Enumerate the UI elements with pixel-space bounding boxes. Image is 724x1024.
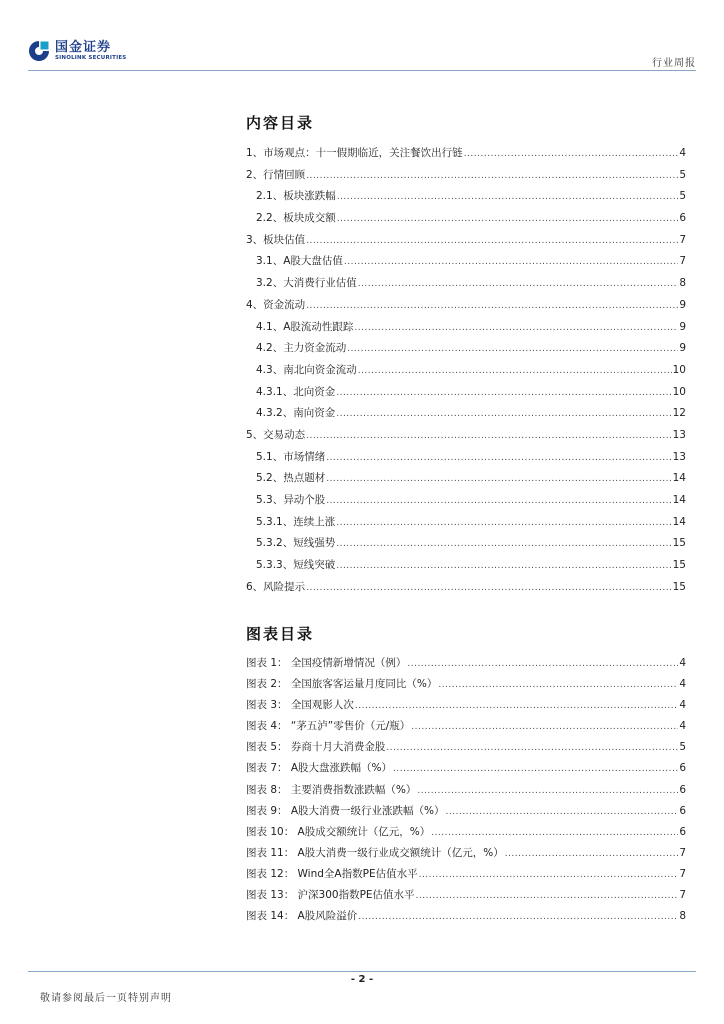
header-divider	[28, 70, 696, 71]
toc-entry-page: 8	[679, 277, 686, 290]
toc-entry-label: 图表 11： A股大消费一级行业成交额统计（亿元，%）	[246, 846, 504, 859]
dot-leader	[326, 491, 671, 513]
toc-entry[interactable]	[246, 533, 686, 555]
dot-leader	[393, 759, 678, 780]
toc-entry-page: 8	[679, 910, 686, 923]
toc-entry-page: 7	[679, 889, 686, 902]
dot-leader	[354, 318, 678, 340]
toc-entry-label: 图表 7： A股大盘涨跌幅（%）	[246, 762, 393, 775]
toc-entry-page: 14	[672, 494, 686, 506]
toc-entry-page: 14	[672, 472, 686, 485]
toc-entry[interactable]	[246, 864, 686, 885]
toc-entry[interactable]	[246, 695, 686, 716]
toc-entry-page: 5	[679, 190, 686, 203]
toc-entry-label: 图表 14： A股风险溢价	[246, 910, 358, 923]
toc-entry-page: 4	[679, 699, 686, 712]
dot-leader	[417, 781, 678, 802]
toc-entry-page: 9	[679, 320, 686, 333]
toc-entry[interactable]	[246, 186, 686, 208]
dot-leader	[355, 696, 678, 717]
toc-entry-page: 6	[679, 825, 686, 838]
toc-entry-page: 7	[679, 255, 686, 268]
toc-entry-label: 4.3、南北向资金流动	[256, 363, 357, 376]
toc-entry-label: 图表 4： “茅五泸”零售价（元/瓶）	[246, 720, 411, 733]
toc-entry[interactable]	[246, 165, 686, 187]
toc-entry-label: 3.2、大消费行业估值	[256, 277, 357, 290]
dot-leader	[326, 469, 671, 491]
toc-entry-page: 6	[679, 783, 686, 796]
toc-entry[interactable]	[246, 512, 686, 534]
toc-entry-label: 5.1、市场情绪	[256, 450, 326, 463]
dot-leader	[336, 513, 671, 535]
dot-leader	[306, 296, 678, 318]
toc-entry-page: 6	[679, 762, 686, 775]
toc-entry[interactable]	[246, 885, 686, 906]
dot-leader	[358, 274, 679, 296]
toc-entry[interactable]	[246, 822, 686, 843]
toc-entry-label: 4.3.2、南向资金	[256, 407, 336, 420]
toc-entry-label: 2.2、板块成交额	[256, 212, 336, 225]
toc-entry-page: 13	[672, 428, 686, 441]
toc-entry[interactable]	[246, 490, 686, 512]
dot-leader	[358, 907, 678, 928]
toc-entry-label: 图表 12： Wind全A指数PE估值水平	[246, 867, 418, 880]
toc-entry[interactable]	[246, 447, 686, 469]
dot-leader	[407, 654, 678, 675]
toc-entry[interactable]	[246, 338, 686, 360]
toc-entry-page: 6	[679, 804, 686, 817]
toc-entry[interactable]	[246, 317, 686, 339]
toc-entry-label: 图表 8： 主要消费指数涨跌幅（%）	[246, 783, 417, 796]
toc-entry-page: 4	[679, 657, 686, 669]
toc-entry[interactable]	[246, 906, 686, 927]
brand-name-cn: 国金证券	[55, 39, 112, 55]
toc-entry-page: 9	[679, 298, 686, 311]
toc-entry[interactable]	[246, 716, 686, 737]
toc-entry-label: 图表 2： 全国旅客客运量月度同比（%）	[246, 678, 438, 691]
toc-entry-page: 14	[672, 515, 686, 528]
toc-entry-page: 7	[679, 867, 686, 880]
dot-leader	[337, 209, 679, 231]
figures-title: 图表目录	[246, 625, 315, 643]
toc-entry[interactable]	[246, 360, 686, 382]
toc-entry[interactable]	[246, 780, 686, 801]
toc-entry[interactable]	[246, 403, 686, 425]
sinolink-logo-icon	[28, 40, 50, 62]
toc-entry[interactable]	[246, 653, 686, 674]
toc-entry-label: 图表 9： A股大消费一级行业涨跌幅（%）	[246, 804, 445, 817]
dot-leader	[419, 865, 679, 886]
dot-leader	[306, 166, 678, 188]
page-number: - 2 -	[350, 974, 374, 985]
toc-entry-page: 9	[679, 342, 686, 355]
toc-entry[interactable]	[246, 273, 686, 295]
dot-leader	[438, 675, 678, 696]
contents-list	[246, 143, 686, 598]
toc-entry[interactable]	[246, 230, 686, 252]
toc-entry-page: 5	[679, 168, 686, 181]
toc-entry-label: 5.3.1、连续上涨	[256, 515, 336, 528]
dot-leader	[358, 361, 672, 383]
toc-entry[interactable]	[246, 843, 686, 864]
toc-entry-label: 图表 5： 券商十月大消费金股	[246, 741, 386, 754]
dot-leader	[386, 738, 678, 759]
toc-entry-label: 5.3.3、短线突破	[256, 559, 336, 572]
dot-leader	[411, 717, 678, 738]
toc-entry-page: 12	[672, 407, 686, 420]
toc-entry[interactable]	[246, 674, 686, 695]
toc-entry-label: 6、风险提示	[246, 580, 306, 593]
dot-leader	[344, 252, 678, 274]
toc-entry[interactable]	[246, 555, 686, 577]
toc-entry[interactable]	[246, 251, 686, 273]
dot-leader	[337, 187, 679, 209]
toc-entry-label: 4、资金流动	[246, 298, 306, 311]
toc-entry[interactable]	[246, 208, 686, 230]
toc-entry[interactable]	[246, 468, 686, 490]
toc-entry-page: 15	[672, 537, 686, 550]
toc-entry-label: 5、交易动态	[246, 428, 306, 441]
dot-leader	[431, 823, 678, 844]
toc-entry-page: 7	[679, 846, 686, 859]
toc-entry-page: 4	[679, 720, 686, 733]
figures-list	[246, 653, 686, 927]
toc-entry-label: 5.2、热点题材	[256, 472, 326, 485]
toc-entry-label: 5.3、异动个股	[256, 494, 326, 506]
dot-leader	[336, 383, 671, 405]
toc-entry-page: 4	[679, 147, 686, 159]
dot-leader	[347, 339, 678, 361]
toc-entry-label: 2.1、板块涨跌幅	[256, 190, 336, 203]
toc-entry-page: 15	[672, 580, 686, 593]
brand-name-en: SINOLINK SECURITIES	[55, 54, 127, 61]
toc-entry-label: 4.2、主力资金流动	[256, 342, 347, 355]
toc-entry[interactable]	[246, 143, 686, 165]
toc-entry-page: 6	[679, 212, 686, 225]
dot-leader	[336, 534, 671, 556]
toc-entry[interactable]	[246, 801, 686, 822]
dot-leader	[326, 448, 671, 470]
toc-entry-label: 2、行情回顾	[246, 168, 306, 181]
toc-entry-page: 10	[672, 385, 686, 398]
dot-leader	[306, 426, 671, 448]
toc-entry[interactable]	[246, 577, 686, 599]
dot-leader	[306, 231, 678, 253]
toc-entry-page: 4	[679, 678, 686, 691]
dot-leader	[505, 844, 679, 865]
toc-entry-label: 图表 3： 全国观影人次	[246, 699, 354, 712]
dot-leader	[336, 404, 671, 426]
toc-entry-label: 5.3.2、短线强势	[256, 537, 336, 550]
toc-entry-page: 13	[672, 450, 686, 463]
toc-entry-label: 图表 1： 全国疫情新增情况（例）	[246, 657, 407, 669]
dot-leader	[464, 144, 679, 166]
toc-entry[interactable]	[246, 382, 686, 404]
toc-entry-label: 3、板块估值	[246, 233, 306, 246]
dot-leader	[306, 578, 671, 600]
brand-logo	[28, 40, 126, 62]
toc-entry-page: 5	[679, 741, 686, 754]
report-type: 行业周报	[652, 58, 696, 69]
page-header	[28, 38, 696, 72]
contents-title: 内容目录	[246, 114, 315, 132]
toc-entry-label: 图表 10： A股成交额统计（亿元，%）	[246, 825, 431, 838]
dot-leader	[336, 556, 671, 578]
toc-entry-page: 10	[672, 363, 686, 376]
toc-entry[interactable]	[246, 425, 686, 447]
footer-divider	[28, 971, 696, 972]
toc-entry-page: 15	[672, 559, 686, 572]
toc-entry-label: 图表 13： 沪深300指数PE估值水平	[246, 889, 415, 902]
dot-leader	[416, 886, 679, 907]
toc-entry-label: 4.1、A股流动性跟踪	[256, 320, 354, 333]
toc-entry-label: 4.3.1、北向资金	[256, 385, 336, 398]
toc-entry[interactable]	[246, 295, 686, 317]
toc-entry[interactable]	[246, 758, 686, 779]
toc-entry[interactable]	[246, 737, 686, 758]
disclaimer-note: 敬请参阅最后一页特别声明	[40, 993, 172, 1004]
toc-entry-label: 3.1、A股大盘估值	[256, 255, 343, 268]
toc-entry-page: 7	[679, 233, 686, 246]
dot-leader	[446, 802, 679, 823]
toc-entry-label: 1、市场观点：十一假期临近，关注餐饮出行链	[246, 147, 463, 159]
